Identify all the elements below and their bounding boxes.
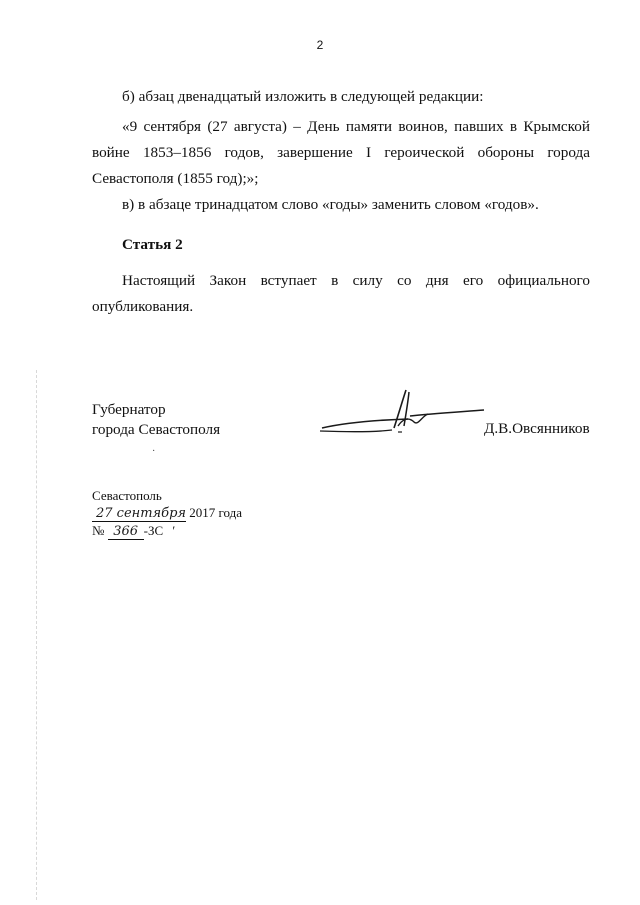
scan-speck: · bbox=[152, 446, 156, 457]
issue-number-prefix: № bbox=[92, 523, 105, 538]
pen-mark: ʹ bbox=[172, 523, 176, 538]
issue-place: Севастополь bbox=[92, 488, 162, 503]
paragraph-effective: Настоящий Закон вступает в силу со дня его официального опубликования. bbox=[92, 272, 590, 315]
signatory-title-line1: Губернатор bbox=[92, 401, 166, 418]
paragraph-b: б) абзац двенадцатый изложить в следующей редакции: bbox=[122, 88, 484, 105]
page-number: 2 bbox=[316, 38, 324, 52]
issue-date-row bbox=[92, 504, 242, 522]
paragraph-v: в) в абзаце тринадцатом слово «годы» заменить словом «годов». bbox=[122, 196, 539, 213]
article-heading: Статья 2 bbox=[122, 236, 183, 253]
issue-block bbox=[92, 487, 242, 540]
paragraph-quote: «9 сентября (27 августа) – День памяти воинов, павших в Крымской войне 1853–1856 годов, завершение I героической обороны города Севастополя (1855 год);»; bbox=[92, 118, 590, 187]
scan-edge-line bbox=[36, 370, 38, 900]
signatory-title bbox=[92, 400, 220, 440]
signatory-title-line2: города Севастополя bbox=[92, 421, 221, 438]
issue-date-handwritten: 27 сентября bbox=[92, 507, 186, 522]
issue-year: 2017 года bbox=[189, 505, 243, 520]
signatory-name: Д.В.Овсянников bbox=[484, 420, 590, 437]
issue-number-row bbox=[92, 522, 242, 540]
issue-number-suffix: -ЗС bbox=[143, 523, 164, 538]
handwritten-signature bbox=[318, 386, 488, 442]
issue-number-handwritten: 366 bbox=[108, 525, 144, 540]
